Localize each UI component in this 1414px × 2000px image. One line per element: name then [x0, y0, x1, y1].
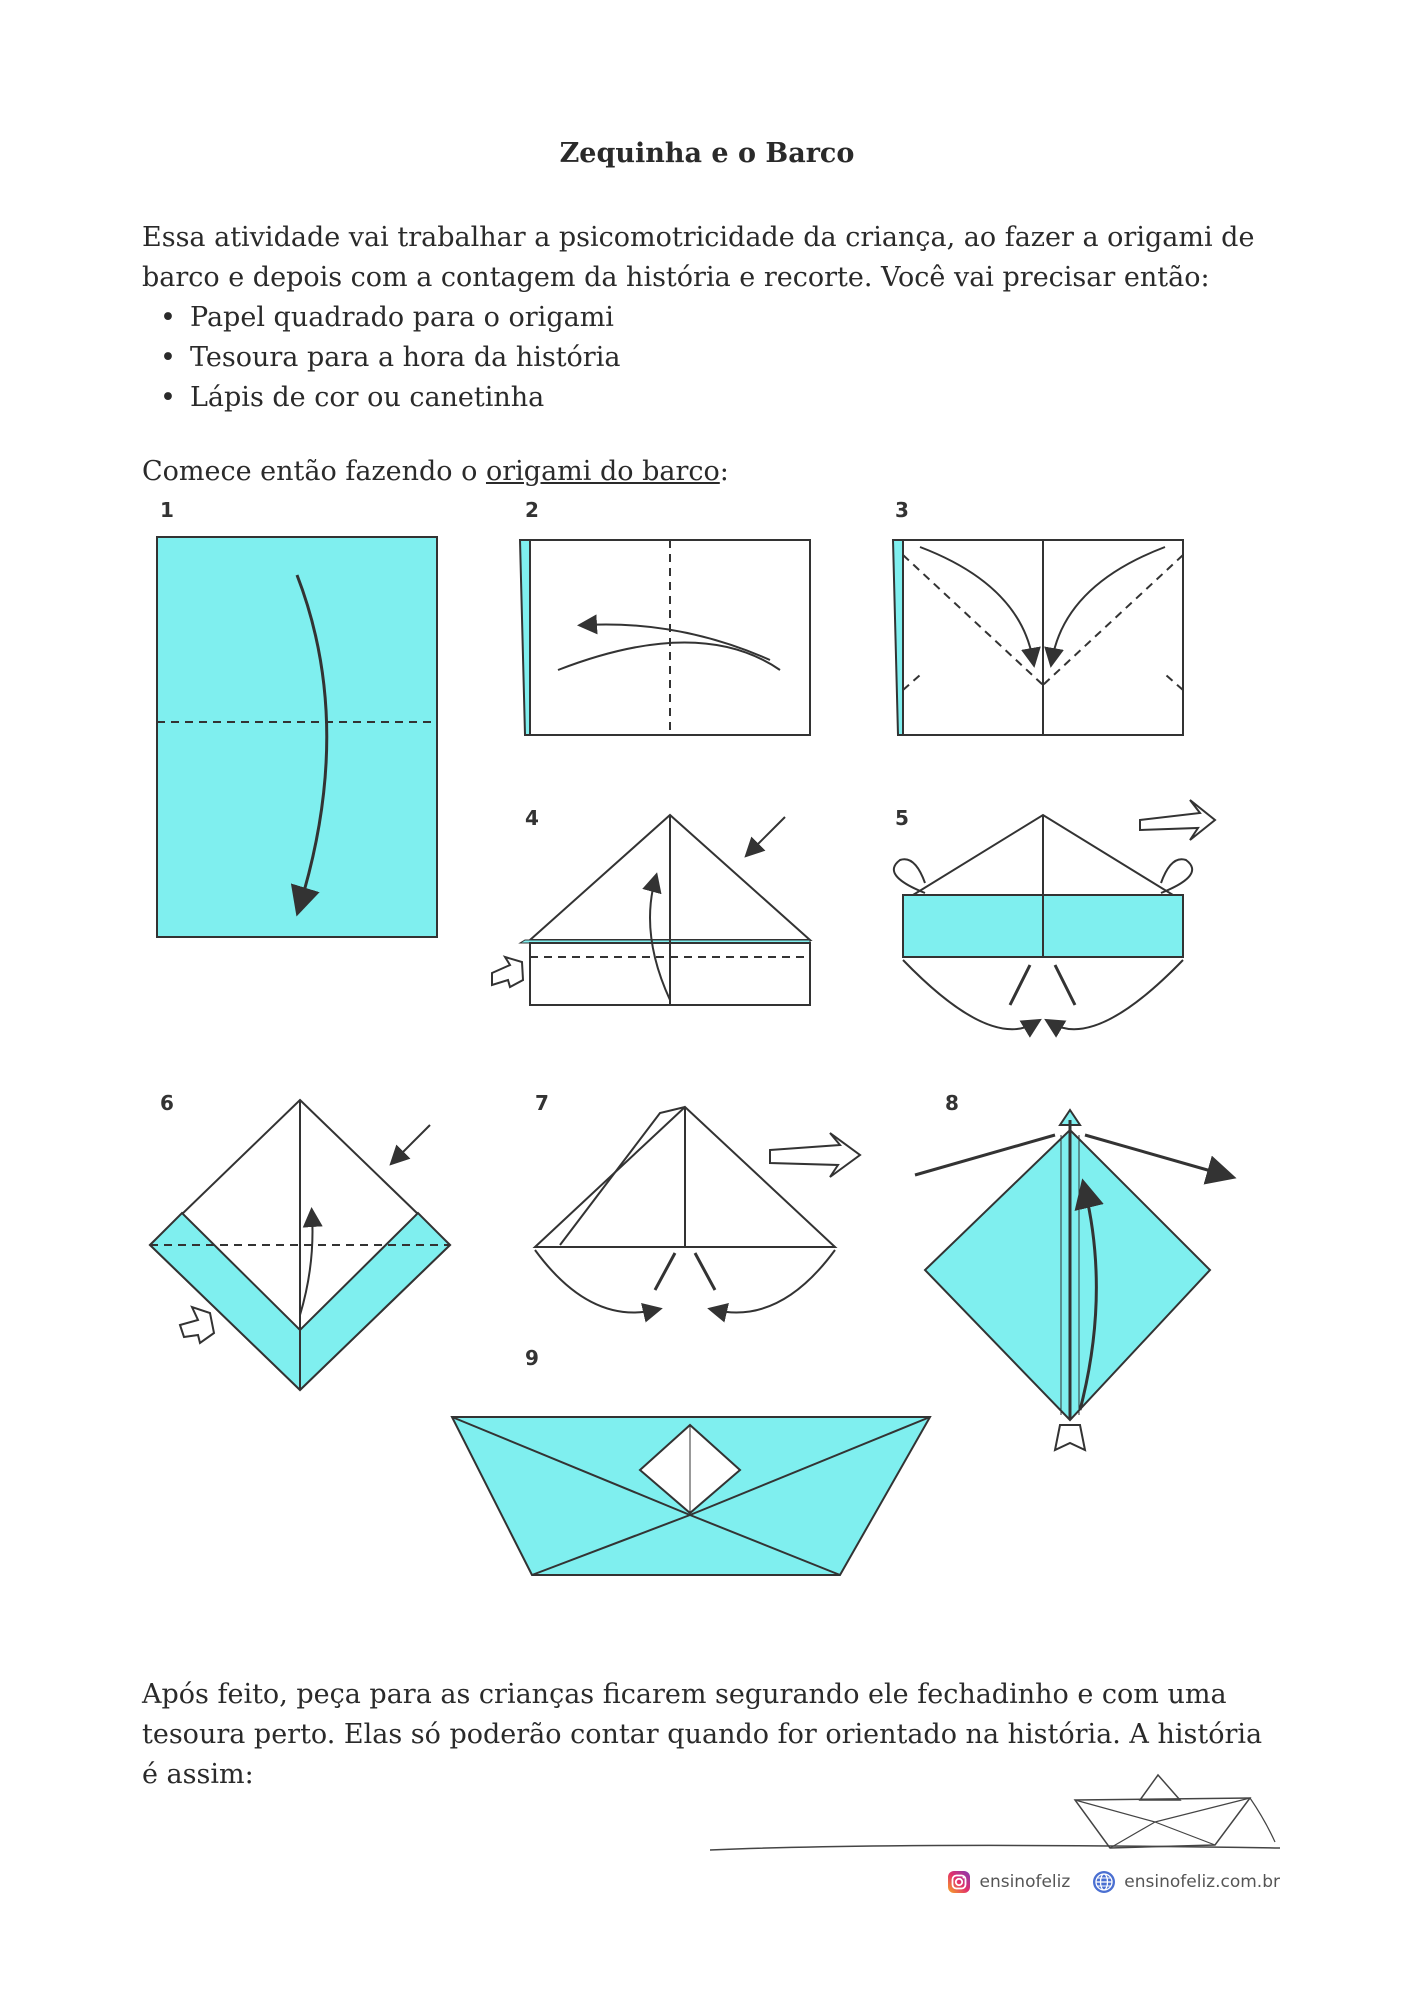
material-item: • Papel quadrado para o origami — [142, 298, 620, 338]
website-link[interactable]: ensinofeliz.com.br — [1124, 1872, 1280, 1892]
start-paragraph: Comece então fazendo o origami do barco: — [142, 456, 729, 487]
step-9-figure — [452, 1417, 930, 1575]
step-number: 9 — [525, 1346, 539, 1370]
origami-instructions-diagram — [140, 495, 1274, 1595]
intro-paragraph: Essa atividade vai trabalhar a psicomotricidade da criança, ao fazer a origami de barco e depois com a contagem da história e recorte. Você vai precisar então: — [142, 222, 1255, 293]
page-title: Zequinha e o Barco — [559, 138, 855, 169]
step-number: 5 — [895, 806, 909, 830]
step-number: 3 — [895, 498, 909, 522]
footer — [947, 1870, 1280, 1894]
instagram-handle[interactable]: ensinofeliz — [979, 1872, 1071, 1892]
step-5-figure — [894, 800, 1215, 1029]
step-number: 2 — [525, 498, 539, 522]
step-2-figure — [520, 540, 810, 735]
step-number: 1 — [160, 498, 174, 522]
instagram-icon[interactable] — [947, 1870, 971, 1894]
material-item: • Tesoura para a hora da história — [142, 338, 620, 378]
globe-icon[interactable] — [1092, 1870, 1116, 1894]
step-8-figure — [915, 1110, 1225, 1450]
step-number: 4 — [525, 806, 539, 830]
footer-boat-signature — [0, 1770, 1414, 1870]
step-6-figure — [150, 1100, 450, 1390]
step-3-figure — [893, 540, 1183, 735]
step-1-figure — [157, 537, 437, 937]
after-paragraph: Após feito, peça para as crianças ficarem segurando ele fechadinho e com uma tesoura perto. Elas só poderão contar quando for orientado na história. A história é assim: — [142, 1679, 1263, 1790]
material-item: • Lápis de cor ou canetinha — [142, 378, 620, 418]
step-7-figure — [535, 1107, 860, 1313]
step-number: 8 — [945, 1091, 959, 1115]
origami-link[interactable]: origami do barco — [485, 456, 720, 487]
materials-list — [142, 298, 620, 418]
step-number: 7 — [535, 1091, 549, 1115]
step-number: 6 — [160, 1091, 174, 1115]
step-4-figure — [492, 815, 810, 1005]
